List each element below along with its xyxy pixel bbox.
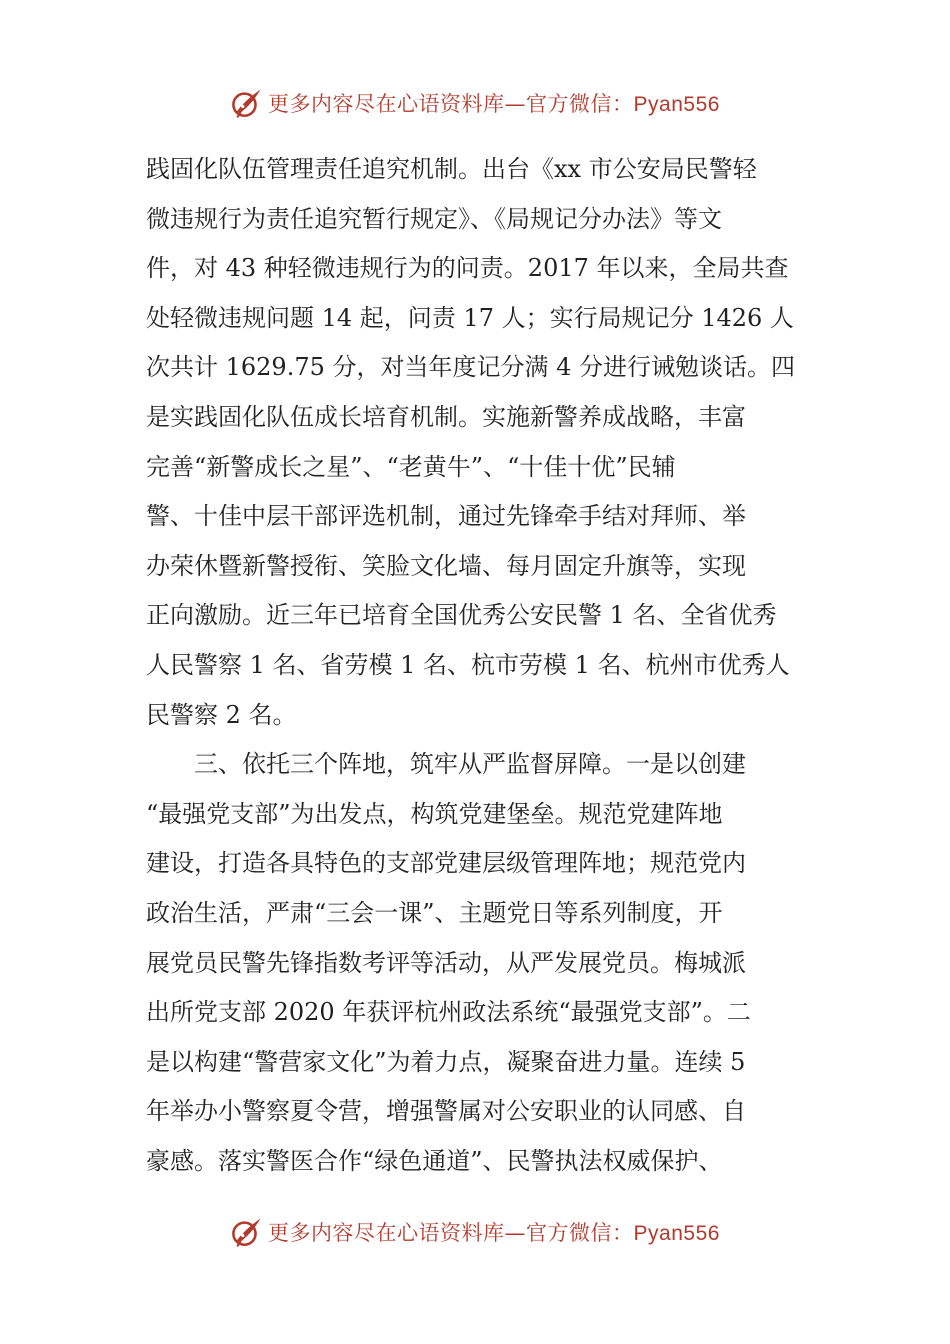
body-text-line: 民警察 2 名。 [146, 700, 297, 729]
body-text-line: 三、依托三个阵地，筑牢从严监督屏障。一是以创建 [146, 750, 746, 779]
body-text-line: 人民警察 1 名、省劳模 1 名、杭市劳模 1 名、杭州市优秀人 [146, 650, 790, 679]
body-text-line: 警、十佳中层干部评选机制，通过先锋牵手结对拜师、举 [146, 502, 746, 531]
body-text-line: 政治生活，严肃“三会一课”、主题党日等系列制度，开 [146, 898, 723, 927]
body-text-line: 正向激励。近三年已培育全国优秀公安民警 1 名、全省优秀 [146, 601, 777, 630]
body-text-line: 件，对 43 种轻微违规行为的问责。2017 年以来，全局共查 [146, 254, 789, 283]
body-text-line: 次共计 1629.75 分，对当年度记分满 4 分进行诫勉谈话。四 [146, 353, 796, 382]
body-text-line: 微违规行为责任追究暂行规定》、《局规记分办法》等文 [146, 204, 722, 233]
header-banner [0, 83, 950, 123]
body-text-line: 是实践固化队伍成长培育机制。实施新警养成战略，丰富 [146, 402, 746, 431]
header-banner-wechat-id: Pyan556 [633, 93, 720, 116]
body-text-line: 践固化队伍管理责任追究机制。出台《xx 市公安局民警轻 [146, 155, 757, 183]
body-text-line: “最强党支部”为出发点，构筑党建堡垒。规范党建阵地 [146, 799, 723, 828]
quill-seal-icon [230, 86, 264, 120]
footer-banner [0, 1212, 950, 1252]
body-text-line: 展党员民警先锋指数考评等活动，从严发展党员。梅城派 [146, 948, 746, 977]
footer-banner-text-cn: 更多内容尽在心语资料库—官方微信： [268, 1221, 634, 1245]
footer-banner-text [268, 1217, 720, 1247]
body-text-line: 豪感。落实警医合作“绿色通道”、民警执法权威保护、 [146, 1146, 723, 1175]
body-text-line: 出所党支部 2020 年获评杭州政法系统“最强党支部”。二 [146, 998, 751, 1027]
body-text-line: 完善“新警成长之星”、“老黄牛”、“十佳十优”民辅 [146, 452, 676, 481]
header-banner-text [268, 88, 720, 118]
footer-banner-wechat-id: Pyan556 [633, 1222, 720, 1245]
quill-seal-icon [230, 1215, 264, 1249]
header-banner-text-cn: 更多内容尽在心语资料库—官方微信： [268, 92, 634, 116]
body-text-line: 建设，打造各具特色的支部党建层级管理阵地；规范党内 [146, 849, 746, 878]
body-text-line: 办荣休暨新警授衔、笑脸文化墙、每月固定升旗等，实现 [146, 551, 746, 580]
document-body [146, 145, 806, 1186]
body-text-line: 是以构建“警营家文化”为着力点，凝聚奋进力量。连续 5 [146, 1047, 746, 1076]
body-text-line: 处轻微违规问题 14 起，问责 17 人；实行局规记分 1426 人 [146, 303, 794, 332]
body-text-line: 年举办小警察夏令营，增强警属对公安职业的认同感、自 [146, 1097, 746, 1126]
